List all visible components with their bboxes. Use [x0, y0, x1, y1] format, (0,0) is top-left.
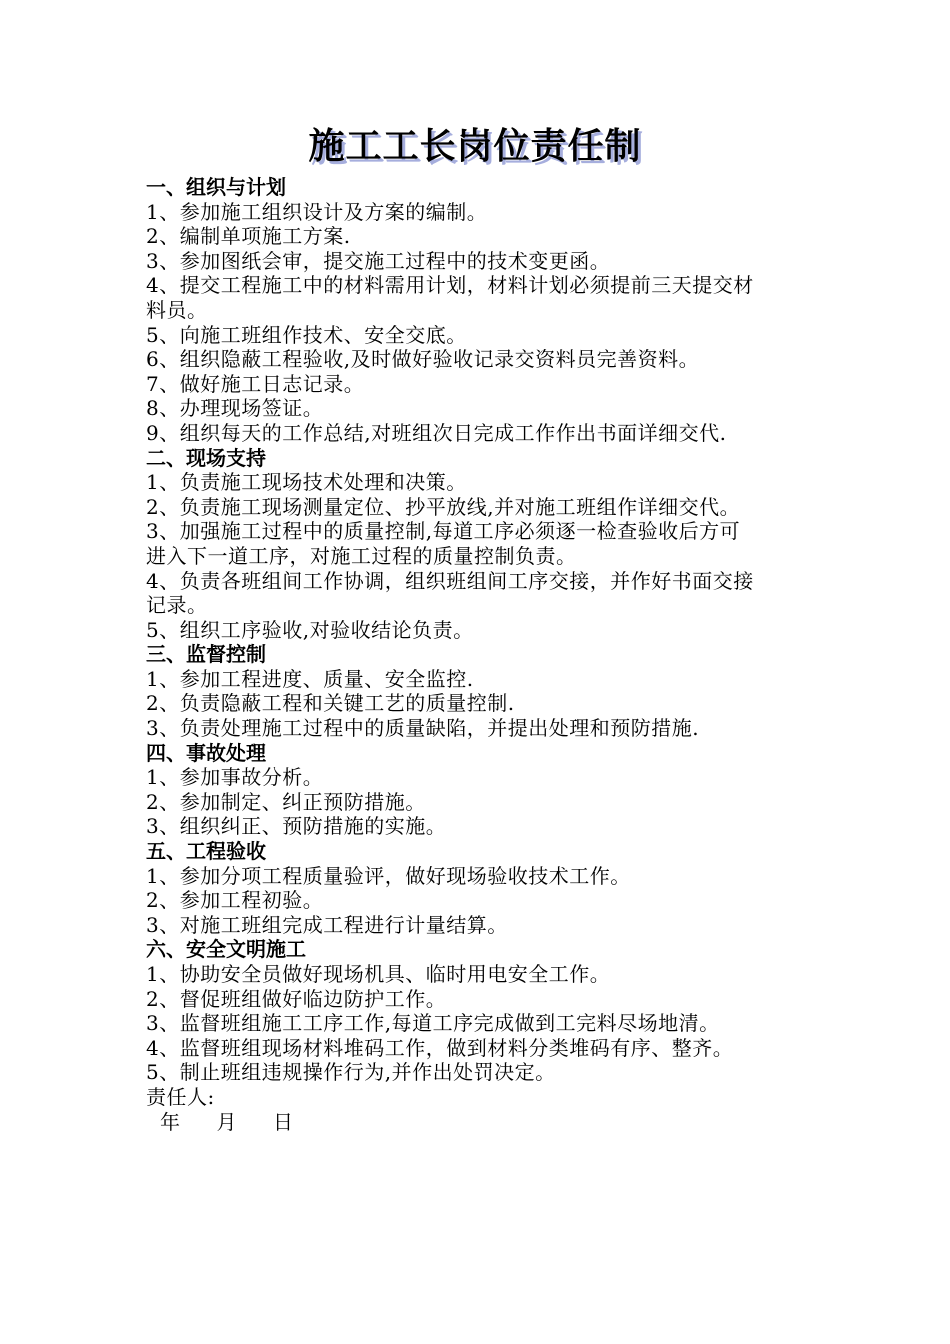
list-item: 4、负责各班组间工作协调，组织班组间工序交接，并作好书面交接	[146, 568, 754, 593]
list-item: 3、负责处理施工过程中的质量缺陷，并提出处理和预防措施.	[146, 716, 700, 741]
section-heading: 六、安全文明施工	[146, 937, 306, 962]
section-project-acceptance	[146, 839, 816, 937]
list-item: 7、做好施工日志记录。	[146, 371, 365, 396]
list-item: 8、办理现场签证。	[146, 396, 324, 421]
day-label: 日	[273, 1109, 294, 1134]
list-item: 5、组织工序验收,对验收结论负责。	[146, 617, 474, 642]
list-item: 2、负责施工现场测量定位、抄平放线,并对施工班组作详细交代。	[146, 494, 741, 519]
section-heading: 五、工程验收	[146, 839, 266, 864]
list-item: 5、制止班组违规操作行为,并作出处罚决定。	[146, 1060, 556, 1085]
list-item: 2、负责隐蔽工程和关键工艺的质量控制.	[146, 691, 515, 716]
list-item: 记录。	[146, 593, 208, 618]
section-site-support	[146, 446, 816, 643]
signature-date	[146, 1110, 816, 1135]
list-item: 料员。	[146, 297, 208, 322]
section-heading: 三、监督控制	[146, 642, 266, 667]
responsible-person-label: 责任人:	[146, 1084, 215, 1109]
list-item: 2、督促班组做好临边防护工作。	[146, 986, 447, 1011]
section-supervision-control	[146, 642, 816, 740]
list-item: 2、编制单项施工方案.	[146, 224, 351, 249]
list-item: 4、提交工程施工中的材料需用计划，材料计划必须提前三天提交材	[146, 273, 754, 298]
list-item: 4、监督班组现场材料堆码工作，做到材料分类堆码有序、整齐。	[146, 1035, 734, 1060]
list-item: 3、加强施工过程中的质量控制,每道工序必须逐一检查验收后方可	[146, 519, 741, 544]
section-heading: 二、现场支持	[146, 445, 266, 470]
list-item: 2、参加工程初验。	[146, 888, 324, 913]
section-organization-planning	[146, 175, 816, 446]
year-label: 年	[160, 1109, 181, 1134]
list-item: 1、协助安全员做好现场机具、临时用电安全工作。	[146, 962, 611, 986]
list-item: 9、组织每天的工作总结,对班组次日完成工作作出书面详细交代.	[146, 420, 727, 445]
section-safe-civilized-construction	[146, 937, 816, 1085]
list-item: 2、参加制定、纠正预防措施。	[146, 789, 426, 814]
list-item: 6、组织隐蔽工程验收,及时做好验收记录交资料员完善资料。	[146, 347, 700, 372]
list-item: 1、参加施工组织设计及方案的编制。	[146, 199, 488, 224]
section-heading: 一、组织与计划	[146, 175, 286, 199]
section-accident-handling	[146, 741, 816, 839]
month-label: 月	[216, 1109, 237, 1134]
list-item: 1、参加分项工程质量验评，做好现场验收技术工作。	[146, 863, 631, 888]
list-item: 3、对施工班组完成工程进行计量结算。	[146, 912, 508, 937]
list-item: 1、参加工程进度、质量、安全监控.	[146, 666, 474, 691]
document-body	[146, 175, 816, 1134]
list-item: 3、监督班组施工工序工作,每道工序完成做到工完料尽场地清。	[146, 1011, 720, 1036]
list-item: 3、参加图纸会审，提交施工过程中的技术变更函。	[146, 248, 611, 273]
list-item: 5、向施工班组作技术、安全交底。	[146, 322, 467, 347]
list-item: 3、组织纠正、预防措施的实施。	[146, 814, 447, 839]
document-title: 施工工长岗位责任制	[308, 126, 642, 167]
list-item: 进入下一道工序，对施工过程的质量控制负责。	[146, 543, 577, 568]
list-item: 1、参加事故分析。	[146, 765, 324, 790]
list-item: 1、负责施工现场技术处理和决策。	[146, 470, 467, 495]
section-heading: 四、事故处理	[146, 740, 266, 765]
